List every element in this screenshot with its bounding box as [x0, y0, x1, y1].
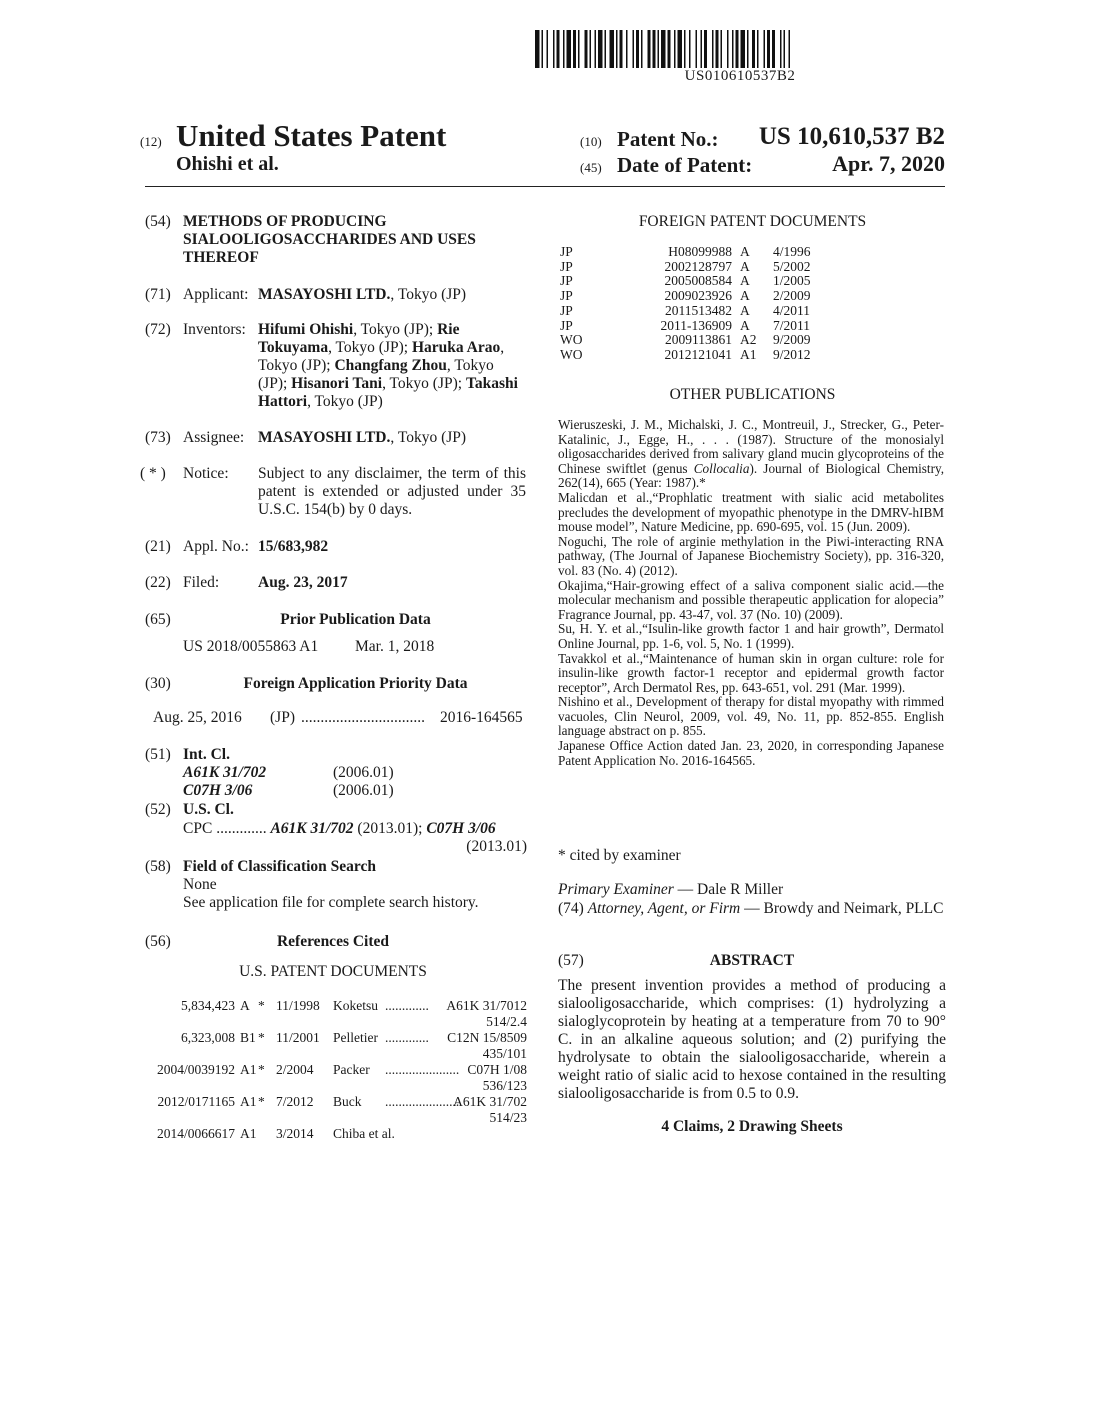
us-patent-documents-heading: U.S. PATENT DOCUMENTS	[239, 963, 427, 980]
foreign-number: 2009113861	[665, 332, 732, 348]
reference-kind: A1	[240, 1094, 257, 1109]
reference-dots: .............	[385, 998, 429, 1013]
foreign-patent-row	[560, 333, 823, 348]
reference-name: Koketsu	[333, 998, 378, 1013]
foreign-patent-documents-heading: FOREIGN PATENT DOCUMENTS	[638, 213, 867, 230]
priority-country: (JP)	[270, 709, 295, 726]
publication-entry: Noguchi, The role of arginie methylation in the Piwi-interacting RNA pathway, (The Journal of Japanese Biochemistry Society), pp. 316-320, vol. 83 (No. 4) (2012).	[558, 533, 944, 578]
foreign-country: JP	[560, 302, 573, 318]
code-58: (58)	[145, 858, 171, 875]
cpc-line: CPC ............. A61K 31/702 (2013.01); C07H 3/06	[183, 820, 496, 837]
foreign-date: 1/2005	[773, 273, 811, 289]
code-73: (73)	[145, 429, 171, 446]
foreign-number: 2002128797	[664, 258, 732, 274]
foreign-kind: A1	[740, 346, 757, 362]
barcode-number: US010610537B2	[684, 68, 796, 84]
foreign-country: JP	[560, 244, 573, 259]
publication-entry: Tavakkol et al.,“Maintenance of human skin in organ culture: role for insulin-like growth factor-1 receptor and epidermal growth factor receptor”, Arch Dermatol Res, pp. 643-651, vol. 291 (Mar. 1999).	[558, 650, 944, 695]
code-54: (54)	[145, 213, 171, 230]
code-10: (10)	[580, 134, 602, 149]
foreign-kind: A	[740, 244, 750, 259]
foreign-date: 4/2011	[773, 302, 810, 318]
int-cl-label: Int. Cl.	[183, 746, 230, 763]
foreign-patents-table	[560, 245, 823, 363]
reference-class: C12N 15/8509	[447, 1030, 527, 1045]
notice-text: Subject to any disclaimer, the term of this patent is extended or adjusted under 35 U.S.C. 154(b) by 0 days.	[258, 465, 526, 518]
appl-no-label: Appl. No.:	[183, 538, 249, 555]
reference-star: *	[258, 1030, 265, 1045]
reference-number: 2012/0171165	[157, 1094, 235, 1109]
foreign-date: 9/2012	[773, 346, 811, 362]
foreign-patent-row	[560, 245, 823, 260]
foreign-patent-row	[560, 289, 823, 304]
publication-entry: Su, H. Y. et al.,“Isulin-like growth factor 1 and hair growth”, Dermatol Online Journal, pp. 1-6, vol. 5, No. 1 (1999).	[558, 621, 944, 651]
inventors-list: Hifumi Ohishi, Tokyo (JP); Rie Tokuyama, Tokyo (JP); Haruka Arao, Tokyo (JP); Changfang Zhou, Tokyo (JP); Hisanori Tani, Tokyo (JP); Takashi Hattori, Tokyo (JP)	[258, 321, 518, 410]
code-21: (21)	[145, 538, 171, 555]
foreign-number: 2012121041	[664, 346, 732, 362]
reference-kind: A	[240, 998, 250, 1013]
code-71: (71)	[145, 286, 171, 303]
foreign-kind: A	[740, 302, 750, 318]
foreign-patent-row	[560, 319, 823, 334]
reference-date: 2/2004	[276, 1062, 314, 1077]
reference-class: A61K 31/702	[453, 1094, 527, 1109]
publication-entry: Japanese Office Action dated Jan. 23, 2020, in corresponding Japanese Patent Application No. 2016-164565.	[558, 738, 944, 768]
foreign-date: 9/2009	[773, 332, 811, 348]
reference-number: 6,323,008	[181, 1030, 235, 1045]
date-of-patent-value: Apr. 7, 2020	[832, 151, 945, 176]
code-22: (22)	[145, 574, 171, 591]
int-cl-class: A61K 31/702	[183, 764, 267, 781]
foreign-number: 2011-136909	[660, 317, 732, 333]
int-cl-version: (2006.01)	[333, 782, 394, 799]
assignee-value: MASAYOSHI LTD., Tokyo (JP)	[258, 429, 467, 446]
reference-date: 7/2012	[276, 1094, 314, 1109]
foreign-date: 5/2002	[773, 258, 811, 274]
foreign-country: WO	[560, 346, 583, 362]
applicant-value: MASAYOSHI LTD., Tokyo (JP)	[258, 286, 467, 303]
reference-star: *	[258, 1062, 265, 1077]
prior-publication-number: US 2018/0055863 A1	[183, 638, 319, 655]
foreign-patent-row	[560, 260, 823, 275]
reference-class: C07H 1/08	[467, 1062, 527, 1077]
foreign-patent-row	[560, 304, 823, 319]
reference-date: 11/1998	[276, 998, 320, 1013]
publication-entry: Malicdan et al.,“Prophlatic treatment with sialic acid metabolites precludes the development of myopathic phenotype in the DMRV-hIBM mouse model”, Nature Medicine, pp. 690-695, vol. 15 (Jun. 2009).	[558, 489, 944, 535]
reference-name: Buck	[333, 1094, 362, 1109]
publication-entry: Wieruszeski, J. M., Michalski, J. C., Montreuil, J., Strecker, G., Peter-Katalinic, J., Egge, H., . . . (1987). Structure of the monosialyl oligosaccharides derived from salivary gland mucin glycoproteins of the Chinese swiftlet (genus Collocalia). Journal of Biological Chemistry, 262(14), 665 (Year: 1987).*	[558, 417, 944, 491]
reference-subclass: 435/101	[482, 1046, 527, 1061]
publication-entry: Okajima,“Hair-growing effect of a saliva component sialic acid.—the molecular mechanism and possible therapeutic application for alopecia” Fragrance Journal, pp. 43-47, vol. 37 (No. 10) (2009).	[558, 577, 944, 622]
field-of-search-none: None	[183, 876, 217, 893]
reference-name: Packer	[333, 1062, 370, 1077]
reference-dots: ......................	[385, 1062, 460, 1077]
foreign-priority-heading: Foreign Application Priority Data	[243, 675, 468, 692]
attorney: (74) Attorney, Agent, or Firm — Browdy and Neimark, PLLC	[558, 900, 944, 917]
reference-date: 3/2014	[276, 1126, 314, 1141]
field-of-search-note: See application file for complete search history.	[183, 894, 479, 911]
reference-dots: .............	[385, 1030, 429, 1045]
foreign-number: 2011513482	[665, 302, 732, 318]
cited-by-examiner: * cited by examiner	[558, 847, 681, 864]
priority-dots: ................................	[301, 709, 425, 726]
foreign-patent-row	[560, 348, 823, 363]
reference-number: 2014/0066617	[156, 1126, 235, 1141]
applicant-label: Applicant:	[183, 286, 249, 303]
foreign-number: 2009023926	[664, 288, 732, 304]
code-51: (51)	[145, 746, 171, 763]
appl-no-value: 15/683,982	[258, 538, 329, 555]
reference-star: *	[258, 1094, 265, 1109]
patent-no-label: Patent No.:	[617, 127, 719, 151]
notice-code: ( * )	[140, 465, 166, 482]
reference-name: Pelletier	[333, 1030, 378, 1045]
inventors-short: Ohishi et al.	[176, 153, 279, 175]
field-of-search-label: Field of Classification Search	[183, 858, 377, 875]
code-30: (30)	[145, 675, 171, 692]
foreign-country: JP	[560, 273, 573, 289]
reference-number: 5,834,423	[181, 998, 235, 1013]
reference-number: 2004/0039192	[156, 1062, 235, 1077]
foreign-kind: A	[740, 288, 750, 304]
reference-date: 11/2001	[276, 1030, 320, 1045]
reference-subclass: 514/2.4	[486, 1014, 527, 1029]
foreign-kind: A	[740, 258, 750, 274]
foreign-number: H08099988	[668, 244, 732, 259]
int-cl-version: (2006.01)	[333, 764, 394, 781]
foreign-country: WO	[560, 332, 583, 348]
primary-examiner: Primary Examiner — Dale R Miller	[558, 881, 784, 898]
patent-no-value: US 10,610,537 B2	[758, 123, 945, 150]
barcode-image	[535, 30, 945, 68]
abstract-heading: ABSTRACT	[709, 952, 795, 969]
reference-kind: A1	[240, 1062, 257, 1077]
int-cl-class: C07H 3/06	[183, 782, 253, 799]
code-65: (65)	[145, 611, 171, 628]
invention-title: METHODS OF PRODUCING SIALOOLIGOSACCHARIDES AND USES THEREOF	[183, 213, 476, 266]
document-title: United States Patent	[176, 118, 447, 153]
reference-kind: B1	[240, 1030, 256, 1045]
references-cited-heading: References Cited	[276, 933, 390, 950]
code-45: (45)	[580, 160, 602, 175]
notice-label: Notice:	[183, 465, 229, 482]
claims-summary: 4 Claims, 2 Drawing Sheets	[661, 1118, 843, 1135]
inventors-label: Inventors:	[183, 321, 246, 338]
code-56: (56)	[145, 933, 171, 950]
abstract-text: The present invention provides a method of producing a sialooligosaccharide, which comprises: (1) hydrolyzing a sialoglycoprotein by heating at a temperature from 70 to 90° C. in an alkaline aqueous solution; and (2) purifying the hydrolysate to obtain the sialooligosaccharide, wherein a weight ratio of sialic acid to hexose contained in the resulting sialooligosaccharide is from 0.5 to 0.9.	[558, 977, 946, 1102]
reference-name: Chiba et al.	[333, 1126, 395, 1141]
code-52: (52)	[145, 801, 171, 818]
other-publications-heading: OTHER PUBLICATIONS	[669, 386, 836, 403]
foreign-country: JP	[560, 317, 573, 333]
date-of-patent-label: Date of Patent:	[617, 153, 753, 177]
code-57: (57)	[558, 952, 584, 969]
foreign-country: JP	[560, 258, 573, 274]
filed-label: Filed:	[183, 574, 220, 591]
code-72: (72)	[145, 321, 171, 338]
foreign-date: 7/2011	[773, 317, 810, 333]
reference-dots: ......................	[385, 1094, 460, 1109]
reference-class: A61K 31/7012	[446, 998, 527, 1013]
publication-entry: Nishino et al., Development of therapy for distal myopathy with rimmed vacuoles, Clin Neurol, 2009, vol. 49, No. 11, pp. 852-855. English language abstract on p. 855.	[558, 694, 944, 739]
prior-publication-date: Mar. 1, 2018	[355, 638, 435, 655]
reference-kind: A1	[240, 1126, 257, 1141]
header-rule	[145, 186, 945, 187]
foreign-country: JP	[560, 288, 573, 304]
foreign-patent-row	[560, 274, 823, 289]
priority-date: Aug. 25, 2016	[153, 709, 242, 726]
foreign-kind: A	[740, 317, 750, 333]
filed-value: Aug. 23, 2017	[258, 574, 348, 591]
code-12: (12)	[140, 134, 162, 149]
cpc-version: (2013.01)	[466, 838, 527, 855]
prior-publication-heading: Prior Publication Data	[280, 611, 431, 628]
priority-number: 2016-164565	[440, 709, 523, 726]
reference-subclass: 514/23	[489, 1110, 527, 1125]
foreign-kind: A	[740, 273, 750, 289]
foreign-date: 4/1996	[773, 244, 811, 259]
reference-subclass: 536/123	[482, 1078, 527, 1093]
foreign-number: 2005008584	[664, 273, 732, 289]
foreign-kind: A2	[740, 332, 757, 348]
us-cl-label: U.S. Cl.	[183, 801, 234, 818]
reference-star: *	[258, 998, 265, 1013]
other-publications-list	[558, 418, 944, 768]
foreign-date: 2/2009	[773, 288, 811, 304]
assignee-label: Assignee:	[183, 429, 245, 446]
